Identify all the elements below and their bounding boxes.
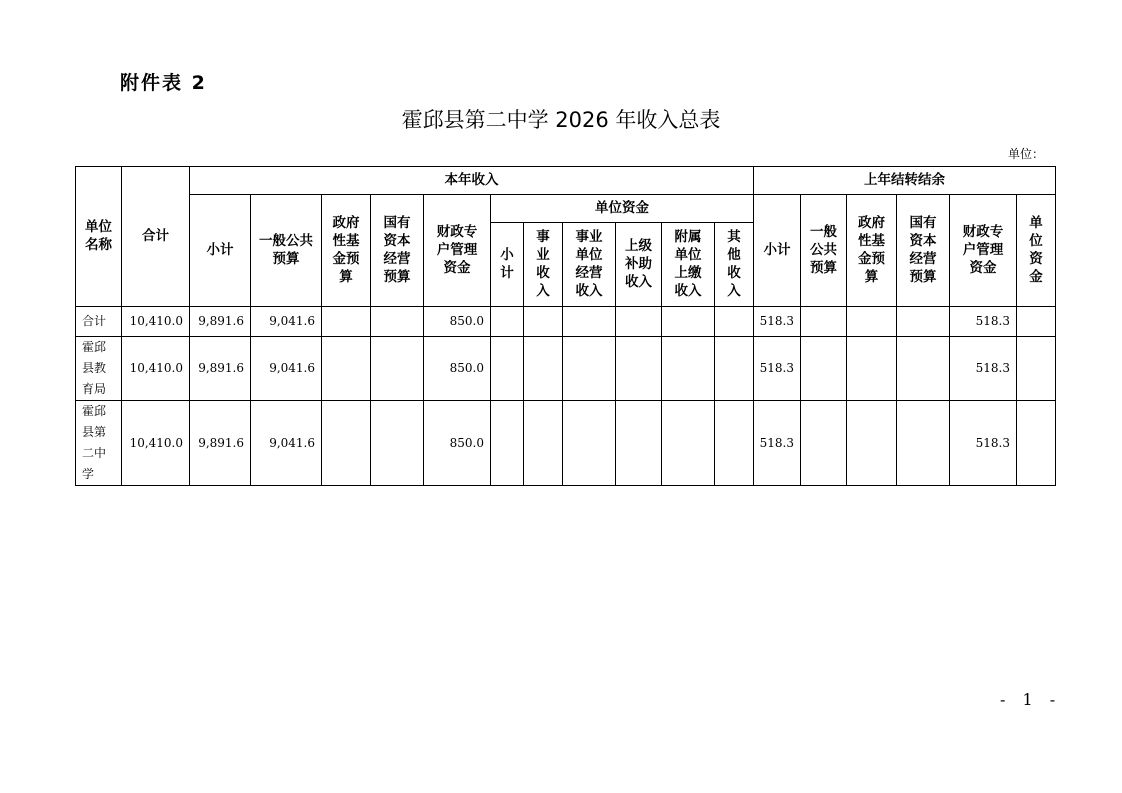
cell-prev-subtotal: 518.3 bbox=[754, 401, 801, 486]
header-prev-general-public: 一般公共预算 bbox=[801, 195, 847, 307]
header-this-year-income: 本年收入 bbox=[190, 167, 754, 195]
header-state-capital-budget: 国有资本经营预算 bbox=[371, 195, 424, 307]
header-prev-subtotal: 小计 bbox=[754, 195, 801, 307]
cell-prev-subtotal: 518.3 bbox=[754, 307, 801, 337]
cell-prev-fiscal-special: 518.3 bbox=[950, 337, 1017, 401]
cell-total: 10,410.0 bbox=[122, 337, 190, 401]
cell-empty bbox=[897, 337, 950, 401]
table-row bbox=[76, 307, 1056, 337]
cell-subtotal: 9,891.6 bbox=[190, 337, 251, 401]
cell-empty bbox=[1017, 307, 1056, 337]
cell-empty bbox=[563, 401, 616, 486]
cell-fiscal-special: 850.0 bbox=[424, 401, 491, 486]
cell-unit-name: 霍邱县第二中学 bbox=[76, 401, 122, 486]
cell-empty bbox=[897, 307, 950, 337]
cell-fiscal-special: 850.0 bbox=[424, 307, 491, 337]
cell-general-public: 9,041.6 bbox=[251, 401, 322, 486]
cell-empty bbox=[491, 401, 524, 486]
cell-total: 10,410.0 bbox=[122, 401, 190, 486]
header-prev-state-capital: 国有资本经营预算 bbox=[897, 195, 950, 307]
cell-empty bbox=[662, 337, 715, 401]
cell-empty bbox=[801, 337, 847, 401]
cell-empty bbox=[897, 401, 950, 486]
cell-subtotal: 9,891.6 bbox=[190, 307, 251, 337]
cell-prev-fiscal-special: 518.3 bbox=[950, 307, 1017, 337]
header-prev-gov-fund: 政府性基金预算 bbox=[847, 195, 897, 307]
header-prev-fiscal-special: 财政专户管理资金 bbox=[950, 195, 1017, 307]
header-affiliated-turnover: 附属单位上缴收入 bbox=[662, 223, 715, 307]
header-total: 合计 bbox=[122, 167, 190, 307]
cell-prev-fiscal-special: 518.3 bbox=[950, 401, 1017, 486]
header-unit-funds: 单位资金 bbox=[491, 195, 754, 223]
header-prev-year-carryover: 上年结转结余 bbox=[754, 167, 1056, 195]
cell-fiscal-special: 850.0 bbox=[424, 337, 491, 401]
cell-empty bbox=[847, 337, 897, 401]
cell-empty bbox=[524, 337, 563, 401]
cell-subtotal: 9,891.6 bbox=[190, 401, 251, 486]
cell-empty bbox=[322, 307, 371, 337]
cell-general-public: 9,041.6 bbox=[251, 337, 322, 401]
header-general-public-budget: 一般公共预算 bbox=[251, 195, 322, 307]
cell-empty bbox=[715, 307, 754, 337]
header-subtotal: 小计 bbox=[190, 195, 251, 307]
cell-empty bbox=[563, 337, 616, 401]
cell-empty bbox=[322, 401, 371, 486]
cell-empty bbox=[801, 401, 847, 486]
cell-empty bbox=[616, 307, 662, 337]
cell-general-public: 9,041.6 bbox=[251, 307, 322, 337]
cell-empty bbox=[371, 307, 424, 337]
cell-empty bbox=[801, 307, 847, 337]
page-number: - 1 - bbox=[1000, 690, 1062, 709]
cell-empty bbox=[371, 337, 424, 401]
income-summary-table bbox=[75, 166, 1056, 486]
attachment-label: 附件表 2 bbox=[120, 72, 207, 94]
cell-empty bbox=[1017, 337, 1056, 401]
table-row bbox=[76, 401, 1056, 486]
header-uf-subtotal: 小计 bbox=[491, 223, 524, 307]
cell-empty bbox=[715, 401, 754, 486]
header-superior-subsidy: 上级补助收入 bbox=[616, 223, 662, 307]
cell-empty bbox=[616, 337, 662, 401]
header-fiscal-special-fund: 财政专户管理资金 bbox=[424, 195, 491, 307]
header-career-income: 事业收入 bbox=[524, 223, 563, 307]
cell-empty bbox=[1017, 401, 1056, 486]
cell-unit-name: 霍邱县教育局 bbox=[76, 337, 122, 401]
cell-empty bbox=[491, 307, 524, 337]
cell-empty bbox=[524, 307, 563, 337]
cell-empty bbox=[371, 401, 424, 486]
header-prev-unit-funds: 单位资金 bbox=[1017, 195, 1056, 307]
cell-empty bbox=[322, 337, 371, 401]
table-row bbox=[76, 337, 1056, 401]
header-career-unit-operating: 事业单位经营收入 bbox=[563, 223, 616, 307]
header-other-income: 其他收入 bbox=[715, 223, 754, 307]
cell-total: 10,410.0 bbox=[122, 307, 190, 337]
cell-empty bbox=[491, 337, 524, 401]
cell-empty bbox=[662, 401, 715, 486]
header-unit-name: 单位名称 bbox=[76, 167, 122, 307]
cell-empty bbox=[662, 307, 715, 337]
unit-label: 单位： bbox=[1008, 147, 1045, 161]
header-gov-fund-budget: 政府性基金预算 bbox=[322, 195, 371, 307]
cell-prev-subtotal: 518.3 bbox=[754, 337, 801, 401]
page-title: 霍邱县第二中学 2026 年收入总表 bbox=[401, 108, 721, 132]
cell-empty bbox=[616, 401, 662, 486]
cell-empty bbox=[847, 307, 897, 337]
cell-empty bbox=[715, 337, 754, 401]
cell-empty bbox=[563, 307, 616, 337]
cell-empty bbox=[847, 401, 897, 486]
cell-unit-name: 合计 bbox=[76, 307, 122, 337]
cell-empty bbox=[524, 401, 563, 486]
